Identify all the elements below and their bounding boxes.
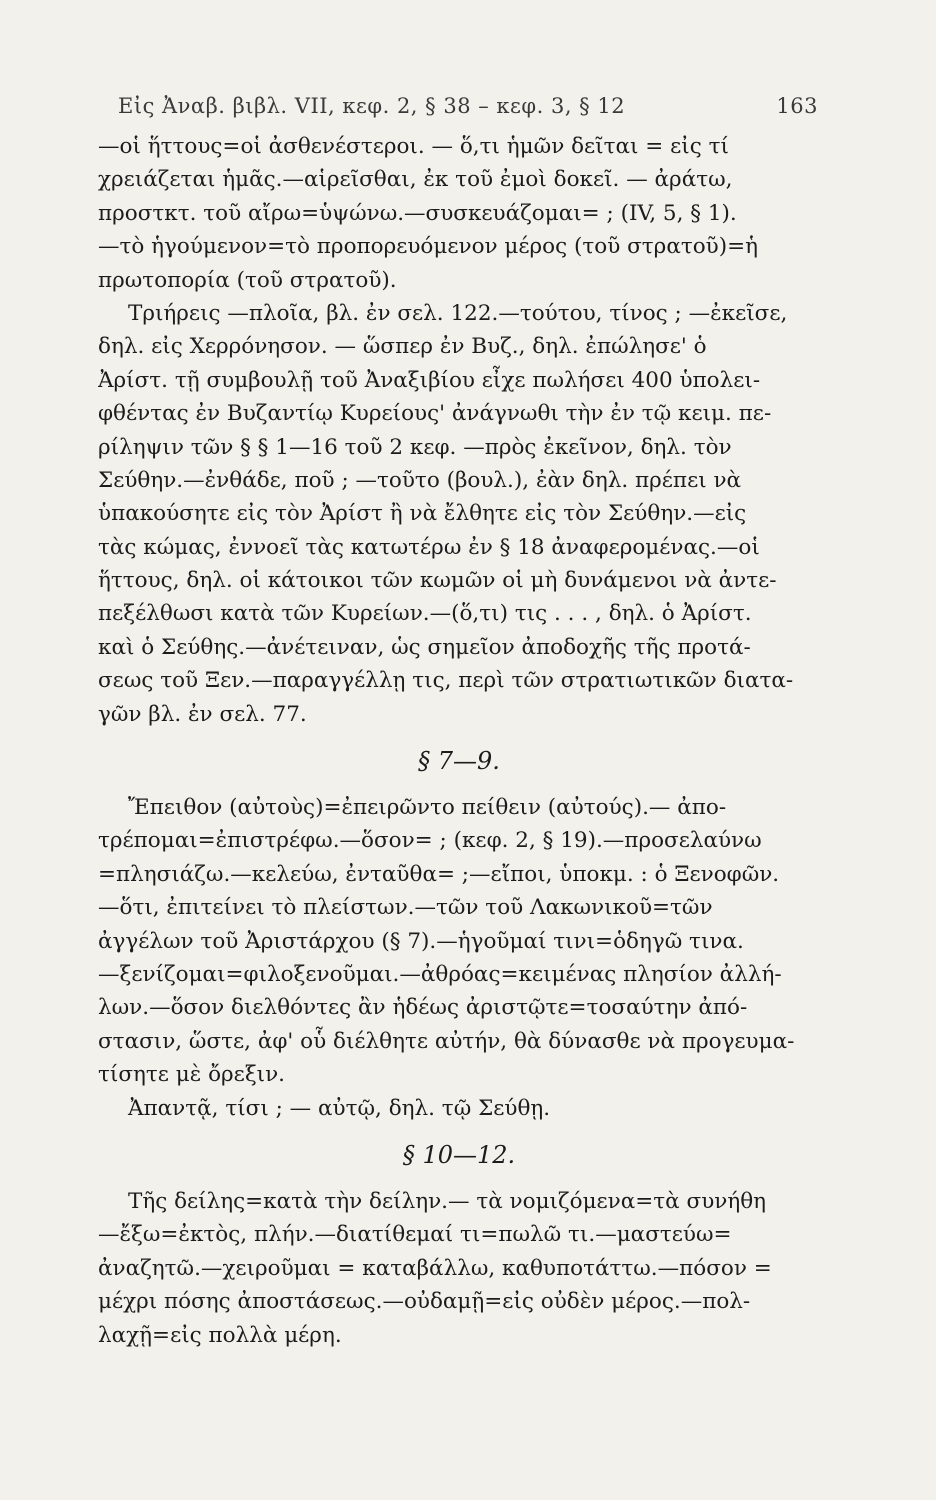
text-line: Τριήρεις —πλοῖα, βλ. ἐν σελ. 122.—τούτου, τίνος ; —ἐκεῖσε, [128, 300, 788, 326]
text-line: τίσητε μὲ ὄρεξιν. [98, 1062, 285, 1088]
text-line: Ἔπειθον (αὐτοὺς)=ἐπειρῶντο πείθειν (αὐτούς).— ἀπο- [128, 795, 727, 821]
text-line: —τὸ ἡγούμενον=τὸ προπορευόμενον μέρος (τοῦ στρατοῦ)=ἡ [98, 234, 759, 260]
text-line: —ὅτι, ἐπιτείνει τὸ πλείστων.—τῶν τοῦ Λακωνικοῦ=τῶν [98, 895, 713, 921]
text-line: σεως τοῦ Ξεν.—παραγγέλλῃ τις, περὶ τῶν στρατιωτικῶν διατα- [98, 668, 794, 694]
text-line: προστκτ. τοῦ αἴρω=ὑψώνω.—συσκευάζομαι= ; (IV, 5, § 1). [98, 200, 737, 226]
page-body [98, 130, 820, 1352]
text-line: ὑπακούσητε εἰς τὸν Ἀρίστ ἢ νὰ ἔλθητε εἰς τὸν Σεύθην.—εἰς [98, 501, 747, 527]
text-line: Τῆς δείλης=κατὰ τὴν δείλην.— τὰ νομιζόμενα=τὰ συνήθη [128, 1188, 767, 1214]
text-line: τὰς κώμας, ἐννοεῖ τὰς κατωτέρω ἐν § 18 ἀναφερομένας.—οἱ [98, 534, 760, 560]
text-line: Σεύθην.—ἐνθάδε, ποῦ ; —τοῦτο (βουλ.), ἐὰν δηλ. πρέπει νὰ [98, 467, 742, 493]
text-line: ρίληψιν τῶν § § 1—16 τοῦ 2 κεφ. —πρὸς ἐκεῖνον, δηλ. τὸν [98, 434, 732, 460]
text-line: πεξέλθωσι κατὰ τῶν Κυρείων.—(ὅ,τι) τις . . . , δηλ. ὁ Ἀρίστ. [98, 601, 752, 627]
text-line: λαχῇ=εἰς πολλὰ μέρη. [98, 1322, 342, 1348]
text-line: καὶ ὁ Σεύθης.—ἀνέτειναν, ὡς σημεῖον ἀποδοχῆς τῆς προτά- [98, 634, 751, 660]
section-heading: § 7—9. [418, 747, 500, 776]
text-line: ἀναζητῶ.—χειροῦμαι = καταβάλλω, καθυποτάττω.—πόσον = [98, 1255, 772, 1281]
text-line: φθέντας ἐν Βυζαντίῳ Κυρείους' ἀνάγνωθι τὴν ἐν τῷ κειμ. πε- [98, 401, 772, 427]
text-line: ἀγγέλων τοῦ Ἀριστάρχου (§ 7).—ἡγοῦμαί τινι=ὁδηγῶ τινα. [98, 928, 744, 954]
text-line: τρέπομαι=ἐπιστρέφω.—ὅσον= ; (κεφ. 2, § 19).—προσελαύνω [98, 828, 762, 854]
text-line: δηλ. εἰς Χερρόνησον. — ὥσπερ ἐν Βυζ., δηλ. ἐπώλησε' ὁ [98, 334, 707, 360]
section-heading: § 10—12. [402, 1140, 516, 1169]
text-line: μέχρι πόσης ἀποστάσεως.—οὐδαμῇ=εἰς οὐδὲν μέρος.—πολ- [98, 1289, 751, 1315]
text-line: Ἀπαντᾷ, τίσι ; — αὐτῷ, δηλ. τῷ Σεύθῃ. [128, 1095, 551, 1121]
text-line: χρειάζεται ἡμᾶς.—αἱρεῖσθαι, ἐκ τοῦ ἐμοὶ δοκεῖ. — ἀράτω, [98, 167, 733, 193]
text-line: Ἀρίστ. τῇ συμβουλῇ τοῦ Ἀναξιβίου εἶχε πωλήσει 400 ὑπολει- [98, 367, 761, 393]
text-line: λων.—ὅσον διελθόντες ἂν ἡδέως ἀριστῷτε=τοσαύτην ἀπό- [98, 995, 748, 1021]
page-number: 163 [776, 94, 818, 118]
text-line: —ἔξω=ἐκτὸς, πλήν.—διατίθεμαί τι=πωλῶ τι.—μαστεύω= [98, 1222, 732, 1248]
text-line: γῶν βλ. ἐν σελ. 77. [98, 701, 307, 727]
text-line: πρωτοπορία (τοῦ στρατοῦ). [98, 267, 397, 293]
text-line: =πλησιάζω.—κελεύω, ἐνταῦθα= ;—εἴποι, ὑποκμ. : ὁ Ξενοφῶν. [98, 861, 780, 887]
text-line: —οἱ ἥττους=οἱ ἀσθενέστεροι. — ὅ,τι ἡμῶν δεῖται = εἰς τί [98, 134, 729, 159]
running-title: Εἰς Ἀναβ. βιβλ. VII, κεφ. 2, § 38 – κεφ. 3, § 12 [118, 94, 626, 118]
text-line: ἥττους, δηλ. οἱ κάτοικοι τῶν κωμῶν οἱ μὴ δυνάμενοι νὰ ἀντε- [98, 568, 777, 594]
text-line: —ξενίζομαι=φιλοξενοῦμαι.—ἀθρόας=κειμένας πλησίον ἀλλή- [98, 961, 782, 987]
running-header [118, 94, 818, 118]
text-line: στασιν, ὥστε, ἀφ' οὗ διέλθητε αὐτήν, θὰ δύνασθε νὰ προγευμα- [98, 1028, 795, 1054]
